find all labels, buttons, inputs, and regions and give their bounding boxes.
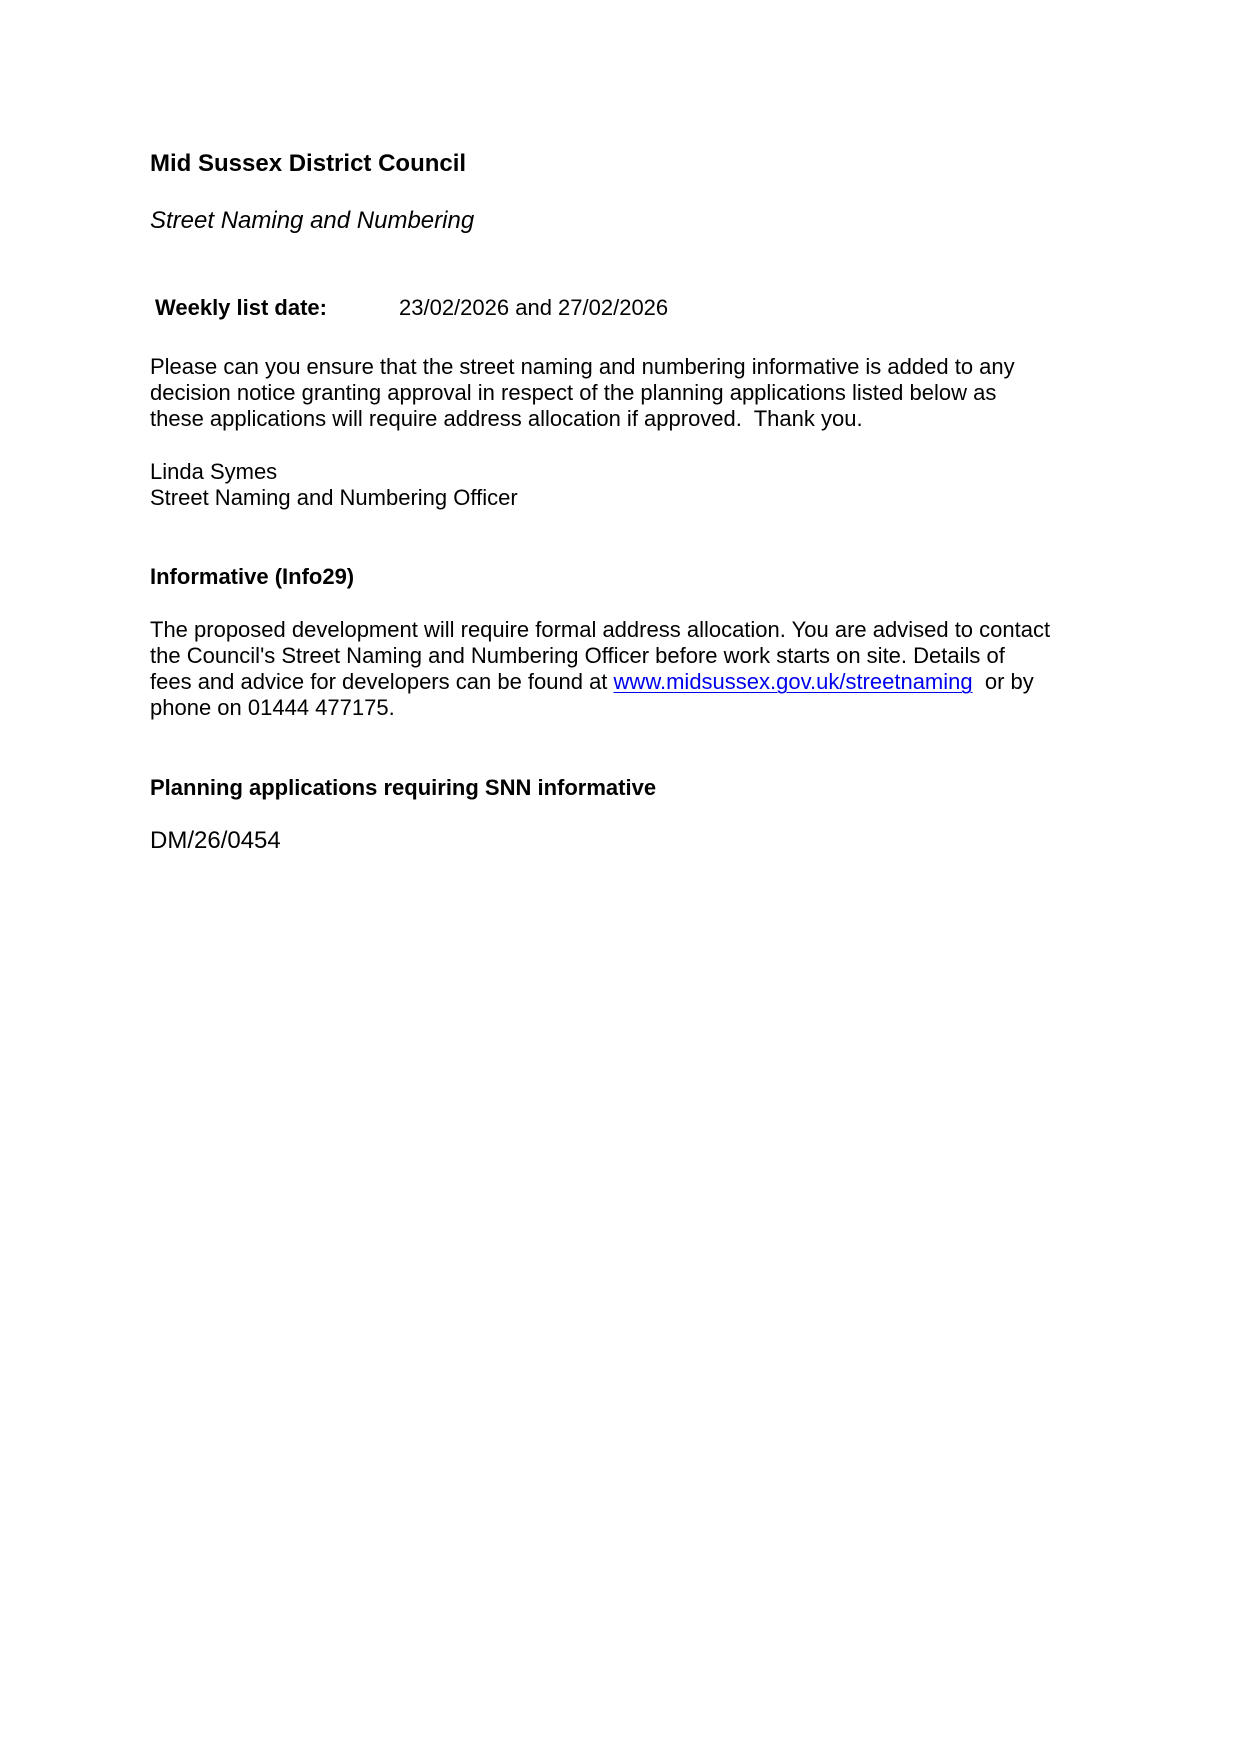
- application-list: [150, 826, 281, 856]
- informative-line: phone on 01444 477175.: [150, 695, 395, 720]
- signature-block: [150, 459, 1110, 511]
- signatory-name: Linda Symes: [150, 459, 278, 484]
- streetnaming-website-link[interactable]: www.midsussex.gov.uk/streetnaming: [613, 669, 973, 694]
- informative-line: the Council's Street Naming and Numbering Officer before work starts on site. Details of: [150, 643, 1005, 668]
- informative-heading: Informative (Info29): [150, 564, 355, 589]
- request-line: these applications will require address allocation if approved. Thank you.: [150, 406, 863, 431]
- weekly-list-date-value: 23/02/2026 and 27/02/2026: [399, 295, 669, 320]
- informative-text: or by: [972, 669, 1034, 694]
- department-subtitle: Street Naming and Numbering: [150, 207, 475, 234]
- request-line: Please can you ensure that the street naming and numbering informative is added to any: [150, 354, 1015, 379]
- applications-heading: Planning applications requiring SNN informative: [150, 775, 657, 800]
- signatory-role: Street Naming and Numbering Officer: [150, 485, 518, 510]
- application-reference: DM/26/0454: [150, 827, 281, 854]
- informative-paragraph: [150, 617, 1110, 721]
- organisation-title: Mid Sussex District Council: [150, 150, 467, 177]
- informative-line: The proposed development will require formal address allocation. You are advised to contact: [150, 617, 1051, 642]
- request-paragraph: [150, 354, 1110, 432]
- informative-text: fees and advice for developers can be found at: [150, 669, 614, 694]
- request-line: decision notice granting approval in respect of the planning applications listed below as: [150, 380, 997, 405]
- weekly-list-date-label: Weekly list date:: [155, 295, 327, 320]
- informative-line-with-link: [150, 669, 1110, 695]
